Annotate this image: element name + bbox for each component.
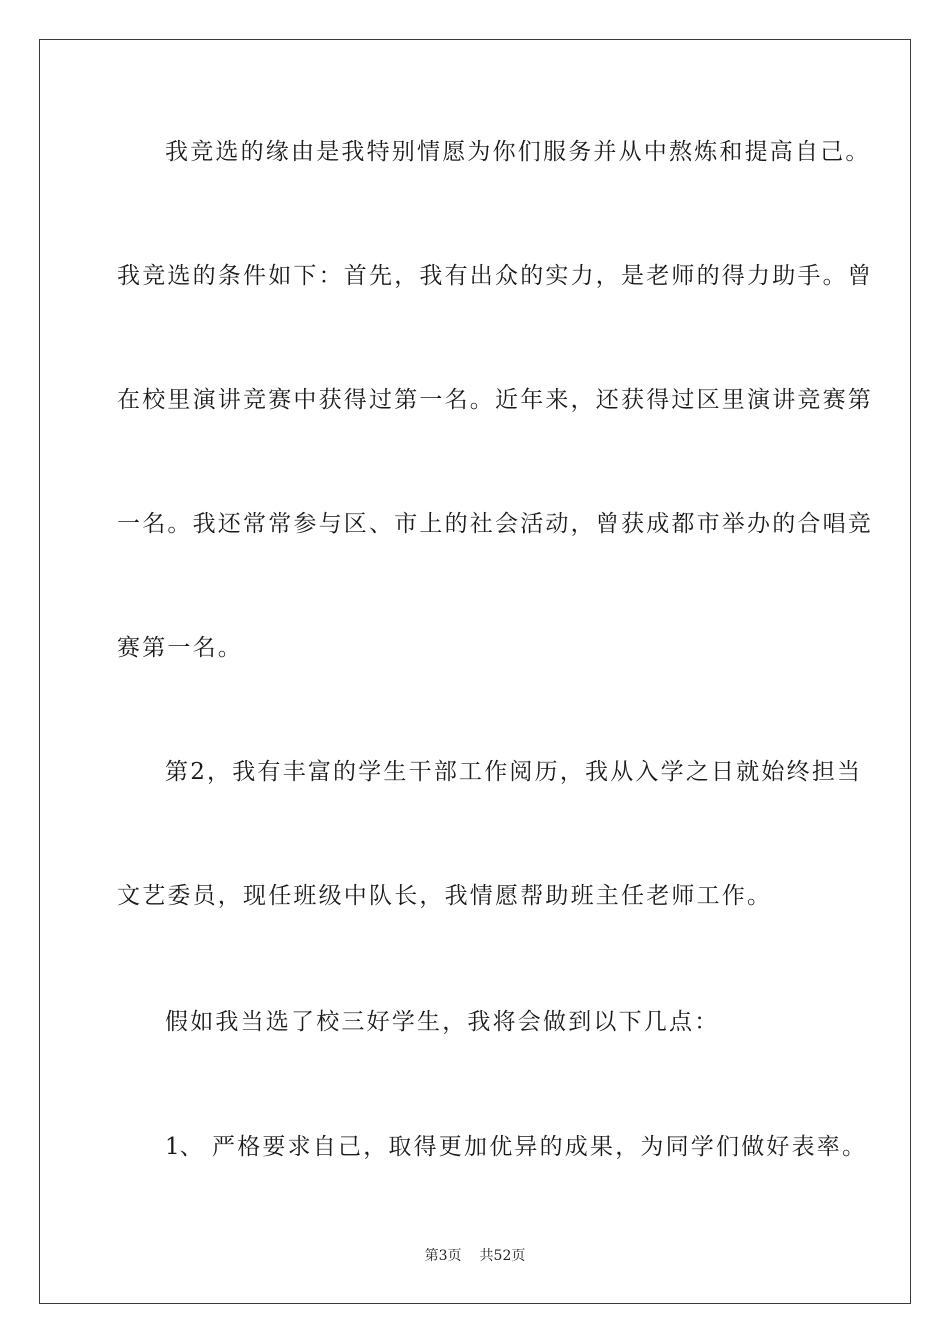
- paragraph-line: 文艺委员，现任班级中队长，我情愿帮助班主任老师工作。: [117, 883, 773, 909]
- paragraph-line: 我竞选的条件如下：首先，我有出众的实力，是老师的得力助手。曾: [117, 263, 873, 289]
- paragraph-line: 假如我当选了校三好学生，我将会做到以下几点：: [165, 1009, 720, 1035]
- page-number: 第3页: [424, 1248, 462, 1264]
- paragraph-line: 一名。我还常常参与区、市上的社会活动，曾获成都市举办的合唱竞: [117, 511, 873, 537]
- paragraph-line: 我竞选的缘由是我特别情愿为你们服务并从中熬炼和提高自己。: [165, 139, 871, 165]
- page-border: [39, 39, 911, 1304]
- list-item-number: 1、: [165, 1134, 203, 1160]
- paragraph-line: 赛第一名。: [117, 635, 243, 661]
- list-item-text: 严格要求自己，取得更加优异的成果，为同学们做好表率。: [212, 1134, 868, 1160]
- paragraph-line: 第2，我有丰富的学生干部工作阅历，我从入学之日就始终担当: [165, 759, 863, 785]
- paragraph-line: 在校里演讲竞赛中获得过第一名。近年来，还获得过区里演讲竞赛第: [117, 387, 873, 413]
- page-footer: [0, 1247, 950, 1265]
- page-total: 共52页: [479, 1248, 526, 1264]
